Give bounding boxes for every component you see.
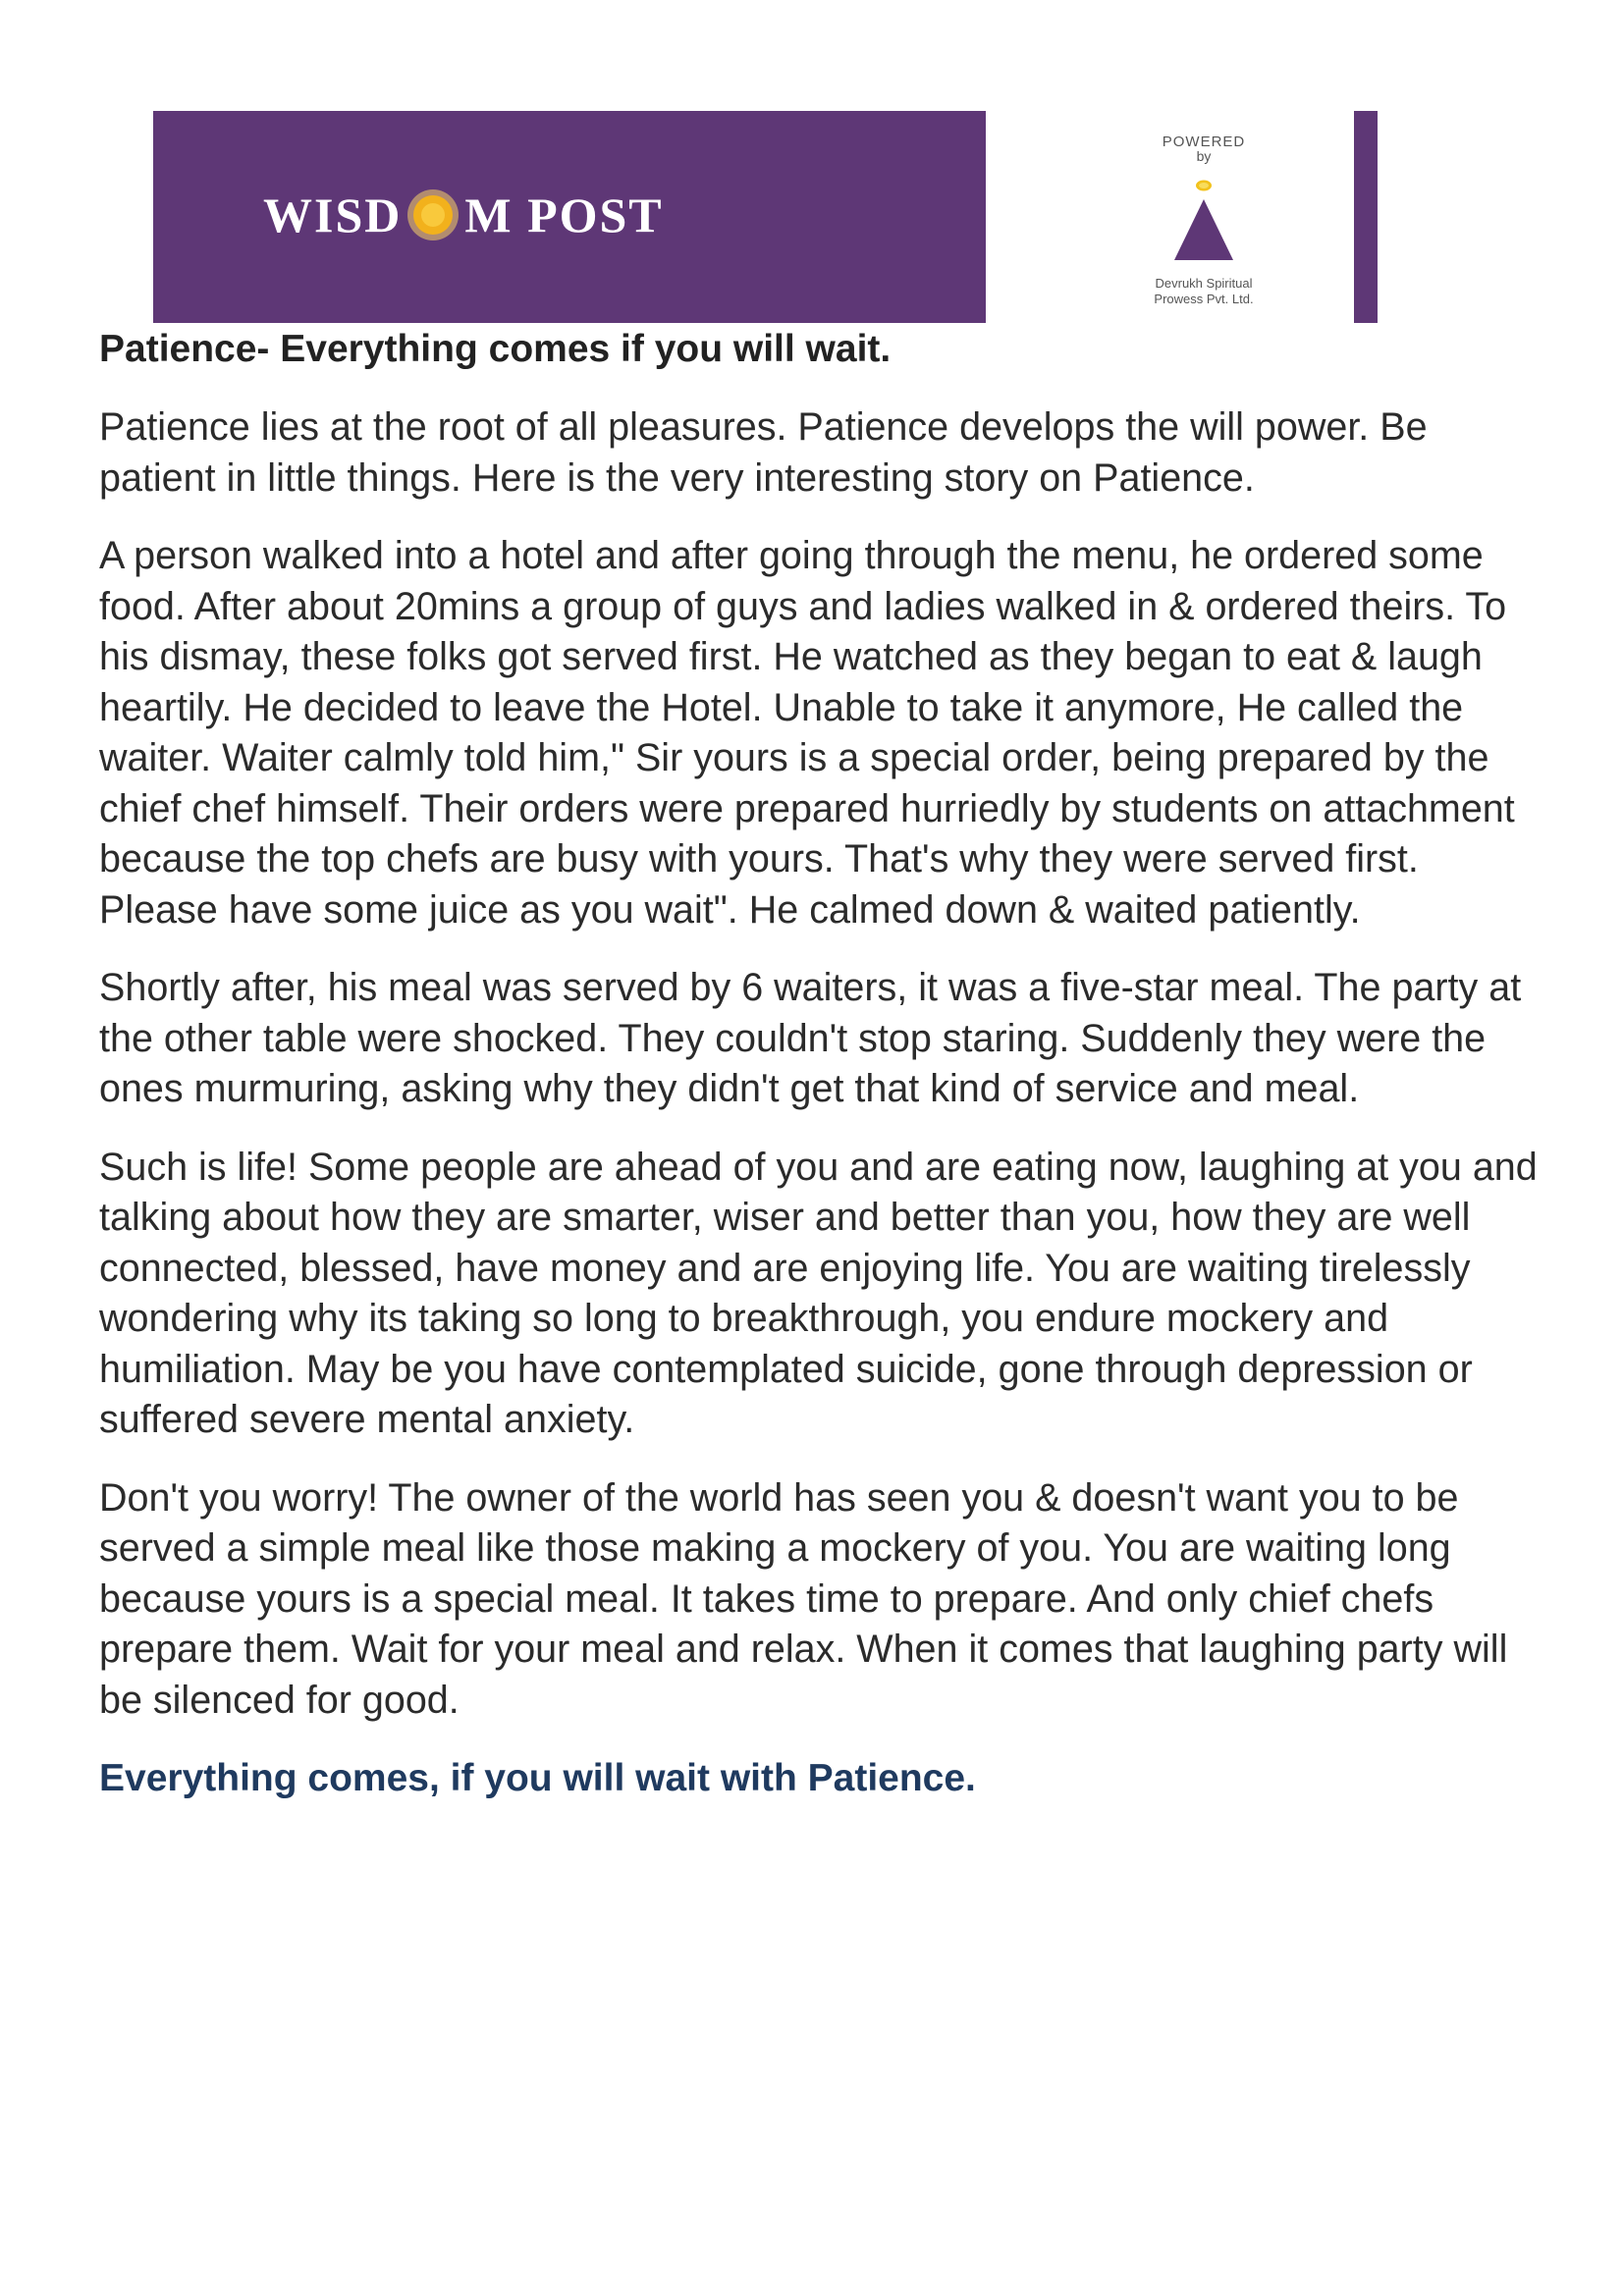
header-banner xyxy=(153,111,1378,323)
paragraph-meal-served: Shortly after, his meal was served by 6 waiters, it was a five-star meal. The party at the other table were shocked. They couldn't stop staring. Suddenly they were the ones murmuring, asking why they didn't get that kind of service and meal. xyxy=(99,966,1522,1110)
pyramid-logo-icon xyxy=(1168,170,1239,264)
company-name-line1: Devrukh Spiritual xyxy=(1155,276,1253,291)
wisdom-post-logo xyxy=(263,184,664,246)
paragraph-dont-worry: Don't you worry! The owner of the world has seen you & doesn't want you to be served a simple meal like those making a mockery of you. You are waiting long because yours is a special meal. It takes time to prepare. And only chief chefs prepare them. Wait for your meal and relax. When it comes that laughing party will be silenced for good. xyxy=(99,1475,1508,1722)
logo-text-left: WISD xyxy=(263,187,403,242)
paragraph-hotel-story: A person walked into a hotel and after going through the menu, he ordered some food. After about 20mins a group of guys and ladies walked in & ordered theirs. To his dismay, these folks got served first. He watched as they began to eat & laugh heartily. He decided to leave the Hotel. Unable to take it anymore, He called the waiter. Waiter calmly told him," Sir yours is a special order, being prepared by the chief chef himself. Their orders were prepared hurriedly by students on attachment because the top chefs are busy with yours. That's why they were served first. Please have some juice as you wait". He calmed down & waited patiently. xyxy=(99,534,1515,932)
sun-icon xyxy=(406,187,460,242)
company-name xyxy=(1076,276,1331,307)
by-label: by xyxy=(1196,148,1212,164)
powered-label: POWERED xyxy=(1162,133,1246,150)
powered-by-block xyxy=(1076,121,1331,317)
brand-panel xyxy=(153,111,986,323)
accent-bar xyxy=(1354,111,1378,323)
article-headline: Patience- Everything comes if you will wait. xyxy=(99,328,892,370)
closing-line: Everything comes, if you will wait with Patience. xyxy=(99,1757,976,1799)
company-name-line2: Prowess Pvt. Ltd. xyxy=(1154,292,1254,306)
paragraph-intro: Patience lies at the root of all pleasures. Patience develops the will power. Be patient in little things. Here is the very interesting story on Patience. xyxy=(99,405,1428,500)
paragraph-such-is-life: Such is life! Some people are ahead of you and are eating now, laughing at you and talking about how they are smarter, wiser and better than you, how they are well connected, blessed, have money and are enjoying life. You are waiting tirelessly wondering why its taking so long to breakthrough, you endure mockery and humiliation. May be you have contemplated suicide, gone through depression or suffered severe mental anxiety. xyxy=(99,1145,1538,1441)
logo-text-right: M POST xyxy=(464,187,664,242)
article xyxy=(99,324,1542,1804)
